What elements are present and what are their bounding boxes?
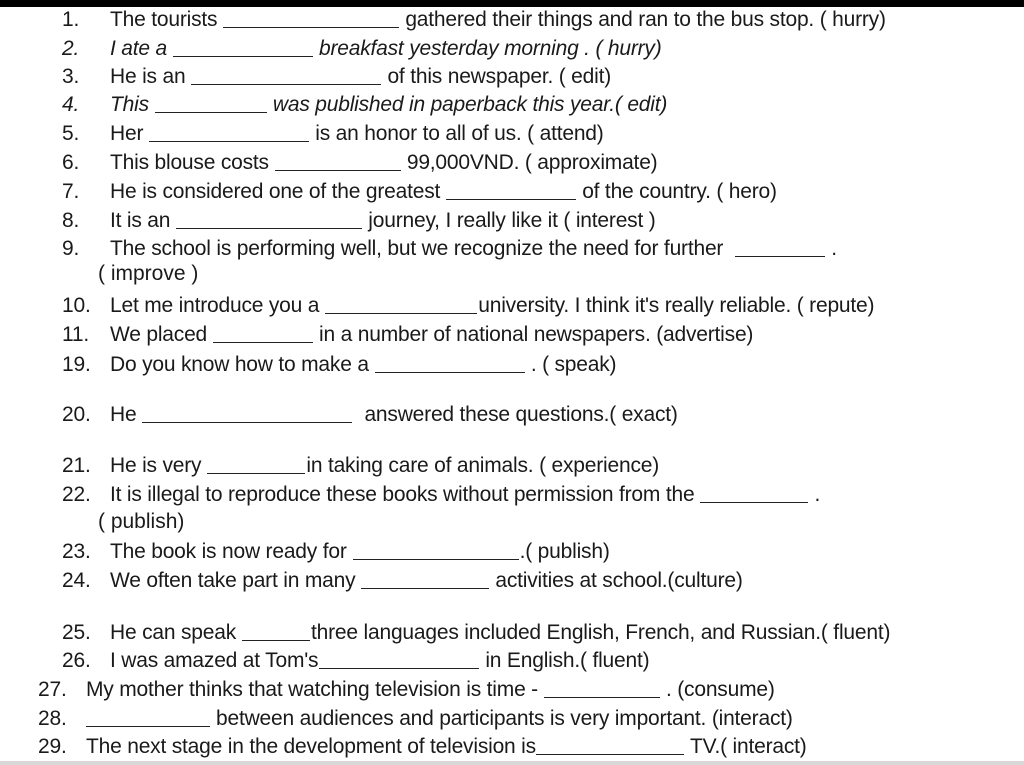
item-number: 21.: [62, 454, 91, 477]
exercise-item-6: [62, 150, 657, 175]
item-number: 25.: [62, 621, 91, 644]
answer-blank[interactable]: [700, 484, 808, 503]
item-text-before: He is an: [110, 65, 186, 88]
item-text-before: Her: [110, 122, 144, 145]
exercise-item-2: [62, 36, 662, 61]
answer-blank[interactable]: [191, 66, 381, 85]
exercise-item-7: [62, 179, 777, 204]
item-text-after: university. I think it's really reliable. ( repute): [478, 294, 875, 317]
answer-blank[interactable]: [142, 404, 352, 423]
item-text-after: in a number of national newspapers. (advertise): [319, 323, 754, 346]
answer-blank[interactable]: [375, 354, 525, 373]
item-text-before: He can speak: [110, 621, 237, 644]
exercise-item-21: [62, 453, 659, 478]
item-9-hint: ( improve ): [98, 262, 199, 285]
exercise-item-20: [62, 402, 678, 427]
item-number: 3.: [62, 65, 80, 88]
item-number: 8.: [62, 209, 80, 232]
answer-blank[interactable]: [155, 94, 267, 113]
item-text-after: of the country. ( hero): [582, 180, 777, 203]
item-22-hint: ( publish): [98, 510, 185, 533]
item-number: 2.: [62, 37, 80, 60]
answer-blank[interactable]: [176, 210, 362, 229]
item-text-before: This blouse costs: [110, 151, 269, 174]
item-number: 10.: [62, 294, 91, 317]
answer-blank[interactable]: [446, 181, 576, 200]
item-number: 6.: [62, 151, 80, 174]
item-text-before: He is very: [110, 454, 202, 477]
exercise-item-9: [62, 236, 837, 261]
item-number: 9.: [62, 237, 80, 260]
item-text-after: .( publish): [519, 540, 610, 563]
item-text-before: He: [110, 403, 137, 426]
answer-blank[interactable]: [213, 324, 313, 343]
answer-blank[interactable]: [275, 152, 401, 171]
item-number: 5.: [62, 122, 80, 145]
item-text-before: Do you know how to make a: [110, 353, 369, 376]
item-text-before: We placed: [110, 323, 208, 346]
item-text-before: I was amazed at Tom's: [110, 649, 319, 672]
exercise-item-26: [62, 648, 649, 673]
item-text-after: 99,000VND. ( approximate): [406, 151, 658, 174]
item-text-before: It is an: [110, 209, 171, 232]
exercise-item-11: [62, 322, 753, 347]
item-number: 7.: [62, 180, 80, 203]
item-text-before: This: [110, 93, 149, 116]
answer-blank[interactable]: [86, 708, 210, 727]
exercise-item-23: [62, 539, 610, 564]
exercise-item-28: [38, 706, 793, 731]
item-text-before: I ate a: [110, 37, 167, 60]
item-text-before: The tourists: [110, 8, 218, 31]
answer-blank[interactable]: [544, 679, 660, 698]
item-number: 19.: [62, 353, 91, 376]
item-number: 24.: [62, 569, 91, 592]
exercise-item-10: [62, 293, 874, 318]
item-text-after: answered these questions.( exact): [364, 403, 678, 426]
exercise-item-8: [62, 208, 656, 233]
item-text-before: It is illegal to reproduce these books without permission from the: [110, 483, 695, 506]
exercise-item-5: [62, 121, 604, 146]
exercise-item-25: [62, 620, 890, 645]
item-text-before: The book is now ready for: [110, 540, 347, 563]
answer-blank[interactable]: [173, 38, 313, 57]
item-text-after: is an honor to all of us. ( attend): [315, 122, 604, 145]
item-text-after: of this newspaper. ( edit): [387, 65, 612, 88]
answer-blank[interactable]: [319, 650, 479, 669]
item-text-before: Let me introduce you a: [110, 294, 320, 317]
exercise-item-4: [62, 92, 667, 117]
item-number: 1.: [62, 8, 80, 31]
item-number: 29.: [38, 735, 67, 758]
item-text-after: breakfast yesterday morning . ( hurry): [318, 37, 662, 60]
exercise-item-24: [62, 568, 743, 593]
item-number: 11.: [62, 323, 90, 346]
item-text-after: TV.( interact): [689, 735, 807, 758]
exercise-item-1: [62, 7, 886, 32]
item-number: 4.: [62, 93, 80, 116]
bottom-cropped-line: [0, 761, 1024, 765]
item-text-after: in English.( fluent): [485, 649, 650, 672]
answer-blank[interactable]: [149, 123, 309, 142]
item-text-after: .: [831, 237, 837, 260]
exercise-item-22: [62, 482, 820, 507]
item-number: 22.: [62, 483, 91, 506]
exercise-item-29: [38, 734, 807, 759]
item-number: 28.: [38, 707, 67, 730]
item-text-after: journey, I really like it ( interest ): [368, 209, 656, 232]
item-text-before: The next stage in the development of television is: [86, 735, 536, 758]
item-text-after: .: [814, 483, 821, 506]
item-text-after: . ( speak): [530, 353, 617, 376]
answer-blank[interactable]: [325, 295, 477, 314]
item-text-after: in taking care of animals. ( experience): [306, 454, 660, 477]
item-number: 23.: [62, 540, 91, 563]
answer-blank[interactable]: [735, 238, 825, 257]
item-text-after: gathered their things and ran to the bus stop. ( hurry): [405, 8, 886, 31]
item-text-before: We often take part in many: [110, 569, 356, 592]
item-number: 20.: [62, 403, 91, 426]
exercise-item-27: [38, 677, 775, 702]
exercise-item-3: [62, 64, 611, 89]
answer-blank[interactable]: [207, 455, 305, 474]
item-text-after: activities at school.(culture): [495, 569, 743, 592]
answer-blank[interactable]: [242, 622, 310, 641]
item-text-after: . (consume): [665, 678, 775, 701]
item-text-after: between audiences and participants is very important. (interact): [216, 707, 793, 730]
item-number: 26.: [62, 649, 91, 672]
item-text-before: My mother thinks that watching television is time -: [86, 678, 538, 701]
answer-blank[interactable]: [223, 9, 399, 28]
item-text-after: was published in paperback this year.( edit): [272, 93, 668, 116]
item-text-after: three languages included English, French, and Russian.( fluent): [311, 621, 891, 644]
answer-blank[interactable]: [536, 736, 684, 755]
answer-blank[interactable]: [353, 541, 519, 560]
item-text-before: The school is performing well, but we recognize the need for further: [110, 237, 724, 260]
item-text-before: He is considered one of the greatest: [110, 180, 441, 203]
exercise-item-19: [62, 352, 616, 377]
answer-blank[interactable]: [361, 570, 489, 589]
item-number: 27.: [38, 678, 67, 701]
